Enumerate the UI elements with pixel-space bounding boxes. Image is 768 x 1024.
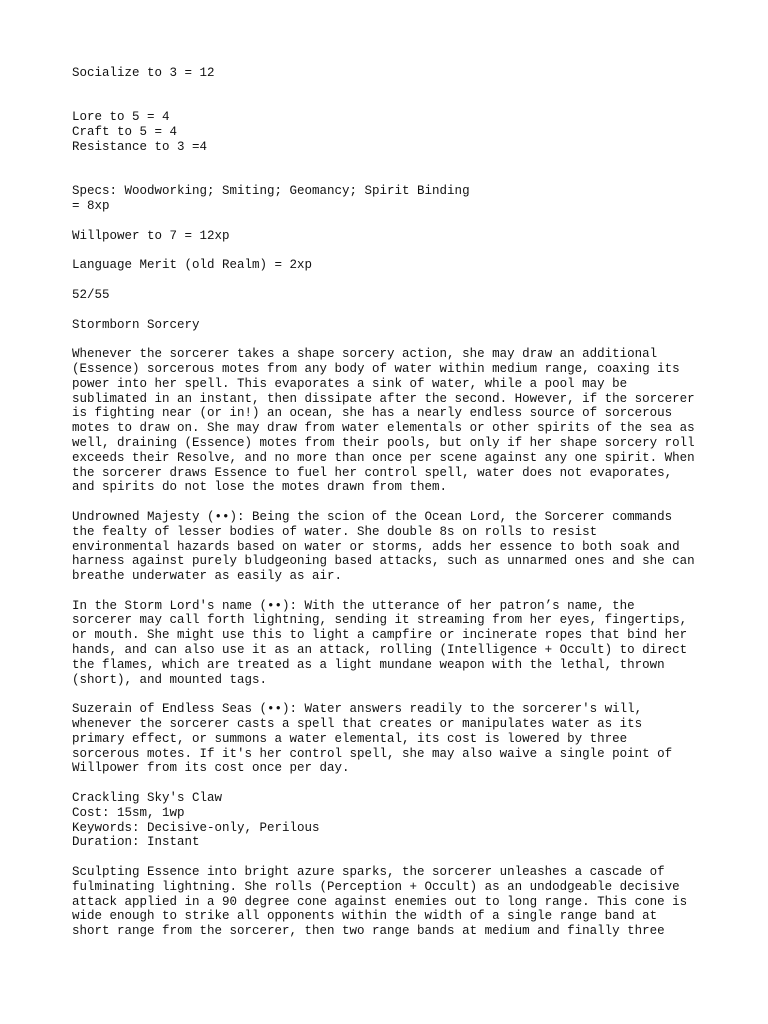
spacer — [72, 332, 712, 347]
spacer — [72, 214, 712, 229]
spacer — [72, 584, 712, 599]
paragraph-abilities: Lore to 5 = 4 Craft to 5 = 4 Resistance to 3 =4 — [72, 110, 208, 154]
spacer — [72, 273, 712, 288]
paragraph-stormborn-description: Whenever the sorcerer takes a shape sorcery action, she may draw an additional (Essence) sorcerous motes from any body of water within medium range, coaxing its power into her spell. This evaporates a sink of water, while a pool may be sublimated in an instant, then dissipate after the second. However, if the sorcerer is fighting near (or in!) an ocean, she has a nearly endless source of sorcerous motes to draw on. She may draw from water elementals or other spirits of the sea as well, draining (Essence) motes from their pools, but only if her shape sorcery roll exceeds their Resolve, and no more than once per scene against any one spirit. When the sorcerer draws Essence to fuel her control spell, water does not evaporates, and spirits do not lose the motes drawn from them. — [72, 347, 695, 495]
paragraph-suzerain-of-endless-seas: Suzerain of Endless Seas (••): Water answers readily to the sorcerer's will, whenever the sorcerer casts a spell that creates or manipulates water as its primary effect, or summons a water elemental, its cost is lowered by three sorcerous motes. If it's her control spell, she may also waive a single point of Willpower from its cost once per day. — [72, 702, 673, 776]
spacer — [72, 155, 712, 185]
spacer — [72, 850, 712, 865]
spacer — [72, 687, 712, 702]
spacer — [72, 303, 712, 318]
spacer — [72, 776, 712, 791]
paragraph-language-merit: Language Merit (old Realm) = 2xp — [72, 258, 313, 273]
paragraph-xp-total: 52/55 — [72, 287, 110, 302]
paragraph-socialize: Socialize to 3 = 12 — [72, 66, 215, 80]
spacer — [72, 244, 712, 259]
paragraph-storm-lords-name: In the Storm Lord's name (••): With the utterance of her patron’s name, the sorcerer may call forth lightning, sending it streaming from her eyes, fingertips, or mouth. She might use this to light a campfire or incinerate ropes that bind her hands, and can also use it as an attack, rolling (Intelligence + Occult) to direct the flames, which are treated as a light mundane weapon with the lethal, thrown (short), and mounted tags. — [72, 598, 688, 687]
paragraph-willpower: Willpower to 7 = 12xp — [72, 228, 230, 243]
spacer — [72, 81, 712, 111]
section-heading-stormborn-sorcery: Stormborn Sorcery — [72, 317, 200, 332]
paragraph-crackling-skys-claw-description: Sculpting Essence into bright azure sparks, the sorcerer unleashes a cascade of fulminating lightning. She rolls (Perception + Occult) as an undodgeable decisive attack applied in a 90 degree cone against enemies out to long range. This cone is wide enough to strike all opponents within the width of a single range band at short range from the sorcerer, then two range bands at medium and finally three — [72, 865, 688, 939]
paragraph-undrowned-majesty: Undrowned Majesty (••): Being the scion of the Ocean Lord, the Sorcerer commands the fealty of lesser bodies of water. She double 8s on rolls to resist environmental hazards based on water or storms, adds her essence to both soak and harness against purely bludgeoning based attacks, such as unnarmed ones and she can breathe underwater as easily as air. — [72, 509, 695, 584]
paragraph-specs: Specs: Woodworking; Smiting; Geomancy; Spirit Binding = 8xp — [72, 184, 470, 214]
spell-header-crackling-skys-claw: Crackling Sky's Claw Cost: 15sm, 1wp Keywords: Decisive-only, Perilous Duration: Instant — [72, 791, 320, 850]
spacer — [72, 495, 712, 510]
document-page — [72, 66, 712, 939]
